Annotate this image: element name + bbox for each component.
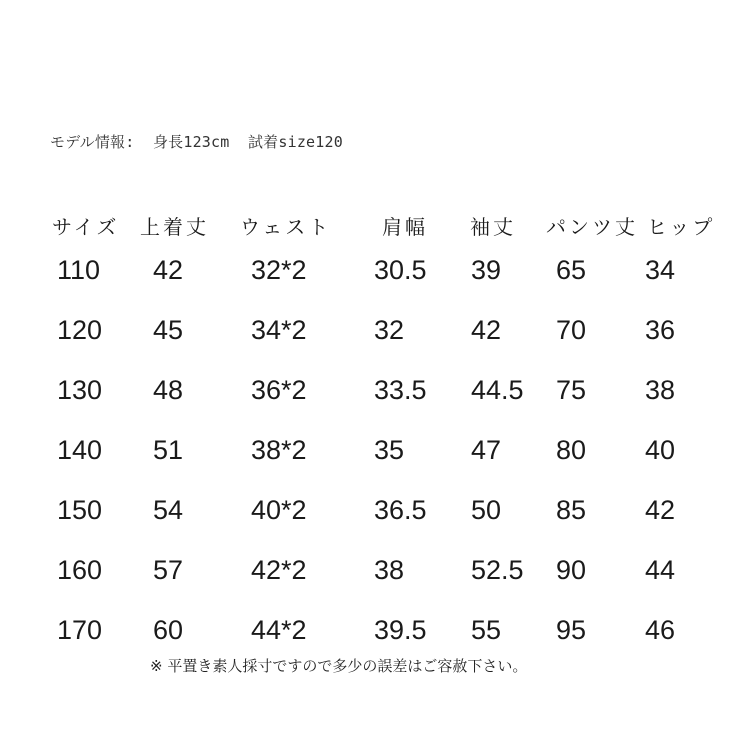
cell-waist: 42*2 xyxy=(251,555,307,585)
cell-waist: 36*2 xyxy=(251,375,307,405)
header-top-length: 上着丈 xyxy=(140,215,209,239)
cell-pants-length: 95 xyxy=(556,615,587,645)
cell-pants-length: 70 xyxy=(556,315,587,345)
header-pants-length: パンツ丈 xyxy=(546,215,638,239)
cell-sleeve-length: 55 xyxy=(471,615,502,645)
cell-size: 150 xyxy=(57,495,103,525)
cell-hip: 34 xyxy=(645,255,676,285)
cell-pants-length: 80 xyxy=(556,435,587,465)
cell-hip: 36 xyxy=(645,315,676,345)
cell-size: 170 xyxy=(57,615,103,645)
cell-hip: 38 xyxy=(645,375,676,405)
cell-waist: 34*2 xyxy=(251,315,307,345)
measurement-note: ※ 平置き素人採寸ですので多少の誤差はご容赦下さい。 xyxy=(150,657,528,675)
header-waist: ウェスト xyxy=(240,215,332,239)
cell-waist: 38*2 xyxy=(251,435,307,465)
cell-sleeve-length: 39 xyxy=(471,255,502,285)
cell-hip: 44 xyxy=(645,555,676,585)
cell-hip: 40 xyxy=(645,435,676,465)
header-hip: ヒップ xyxy=(647,215,716,239)
cell-top-length: 48 xyxy=(153,375,184,405)
cell-sleeve-length: 50 xyxy=(471,495,502,525)
cell-sleeve-length: 52.5 xyxy=(471,555,524,585)
model-info: モデル情報: 身長123cm 試着size120 xyxy=(50,133,343,151)
cell-size: 160 xyxy=(57,555,103,585)
cell-pants-length: 85 xyxy=(556,495,587,525)
cell-shoulder-width: 39.5 xyxy=(374,615,427,645)
cell-shoulder-width: 35 xyxy=(374,435,405,465)
cell-shoulder-width: 33.5 xyxy=(374,375,427,405)
cell-shoulder-width: 32 xyxy=(374,315,405,345)
cell-top-length: 51 xyxy=(153,435,184,465)
cell-shoulder-width: 38 xyxy=(374,555,405,585)
cell-size: 110 xyxy=(57,255,101,285)
cell-size: 140 xyxy=(57,435,103,465)
cell-waist: 32*2 xyxy=(251,255,307,285)
cell-sleeve-length: 42 xyxy=(471,315,502,345)
cell-waist: 44*2 xyxy=(251,615,307,645)
header-sleeve-length: 袖丈 xyxy=(470,215,516,239)
cell-shoulder-width: 30.5 xyxy=(374,255,427,285)
header-shoulder-width: 肩幅 xyxy=(382,215,428,239)
cell-sleeve-length: 44.5 xyxy=(471,375,524,405)
cell-top-length: 60 xyxy=(153,615,184,645)
header-size: サイズ xyxy=(52,215,120,239)
cell-shoulder-width: 36.5 xyxy=(374,495,427,525)
cell-top-length: 42 xyxy=(153,255,184,285)
cell-top-length: 57 xyxy=(153,555,184,585)
cell-sleeve-length: 47 xyxy=(471,435,502,465)
cell-hip: 46 xyxy=(645,615,676,645)
cell-pants-length: 65 xyxy=(556,255,587,285)
cell-pants-length: 75 xyxy=(556,375,587,405)
cell-waist: 40*2 xyxy=(251,495,307,525)
cell-top-length: 45 xyxy=(153,315,184,345)
cell-hip: 42 xyxy=(645,495,676,525)
cell-size: 130 xyxy=(57,375,103,405)
cell-top-length: 54 xyxy=(153,495,184,525)
cell-pants-length: 90 xyxy=(556,555,587,585)
cell-size: 120 xyxy=(57,315,103,345)
